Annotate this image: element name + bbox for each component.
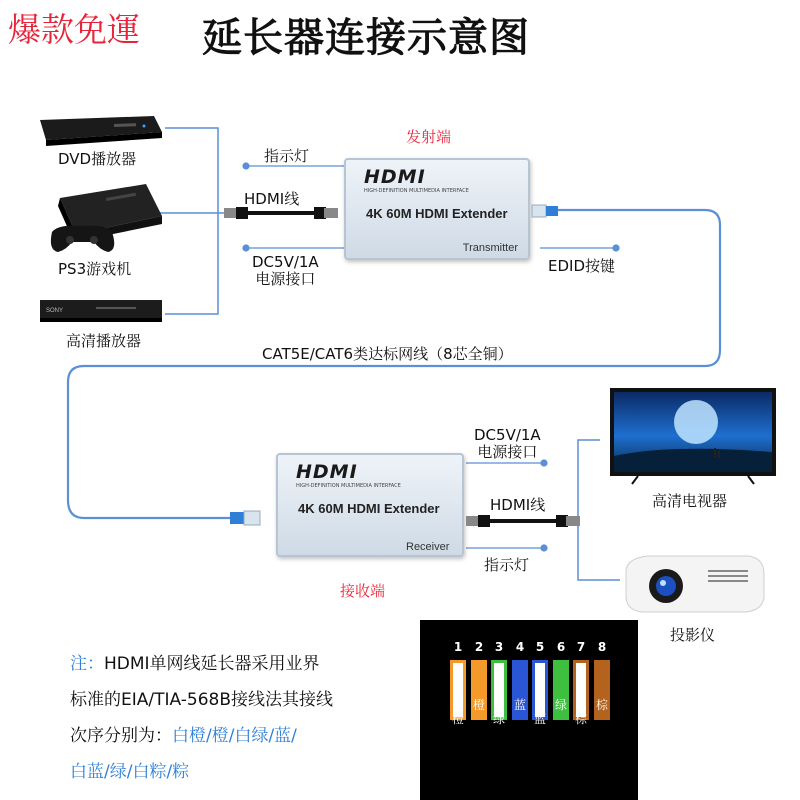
tx-hdmi-cable-label: HDMI线 <box>244 190 300 208</box>
pin-number: 6 <box>556 640 566 654</box>
rj45-connector-tx <box>530 202 560 220</box>
rx-hdmi-logo: HDMI <box>296 461 358 483</box>
rx-power-label: DC5V/1A 电源接口 <box>474 426 541 461</box>
hd-player-image <box>36 296 166 328</box>
rx-indicator-label: 指示灯 <box>484 556 530 574</box>
output-label-projector: 投影仪 <box>670 626 716 644</box>
receiver-device <box>276 453 464 557</box>
tx-indicator-label: 指示灯 <box>264 147 310 165</box>
pin-color-label: 绿 <box>554 698 567 712</box>
transmitter-section-label: 发射端 <box>406 128 452 146</box>
pin-color-label: 蓝 <box>513 698 526 712</box>
dvd-player-image <box>34 114 164 148</box>
promo-text: 爆款免運 <box>8 10 140 49</box>
wiring-note <box>70 646 410 790</box>
pin-number: 1 <box>453 640 463 654</box>
tv-image <box>608 386 778 486</box>
pin-number: 2 <box>474 640 484 654</box>
transmitter-device <box>344 158 530 260</box>
pin-color-label: 白 绿 <box>492 698 505 726</box>
hdmi-cable-rx <box>464 508 582 534</box>
pin-color-label: 白 蓝 <box>533 698 546 726</box>
source-label-dvd: DVD播放器 <box>58 150 137 168</box>
rx-hdmi-cable-label: HDMI线 <box>490 496 546 514</box>
ps3-console-image <box>46 180 166 256</box>
tx-power-label: DC5V/1A 电源接口 <box>252 253 319 288</box>
rx-role-label: Receiver <box>406 541 450 553</box>
note-line3-plain: 次序分别为： <box>70 726 172 746</box>
tx-role-label: Transmitter <box>462 242 518 254</box>
page-title: 延长器连接示意图 <box>202 15 530 61</box>
tx-model-name: 4K 60M HDMI Extender <box>366 206 508 221</box>
note-line2: 标准的EIA/TIA-568B接线法其接线 <box>70 690 334 710</box>
pin-color-label: 白 棕 <box>574 698 587 726</box>
note-line4-colored: 白蓝/绿/白粽/粽 <box>70 762 190 782</box>
pin-number: 5 <box>535 640 545 654</box>
receiver-section-label: 接收端 <box>340 582 386 600</box>
pin-number: 8 <box>597 640 607 654</box>
tx-hdmi-logo: HDMI <box>364 166 426 188</box>
projector-image <box>618 550 768 620</box>
pin-color-label: 橙 <box>472 698 485 712</box>
rx-model-name: 4K 60M HDMI Extender <box>298 501 440 516</box>
network-cable-label: CAT5E/CAT6类达标网线（8芯全铜） <box>262 345 513 363</box>
rj45-connector-rx <box>228 508 264 528</box>
tx-hdmi-logo-sub: HIGH-DEFINITION MULTIMEDIA INTERFACE <box>364 188 469 194</box>
pin-number: 4 <box>515 640 525 654</box>
pin-color-label: 棕 <box>595 698 608 712</box>
pin-number: 7 <box>576 640 586 654</box>
svg-text:SONY: SONY <box>46 308 64 314</box>
rx-hdmi-logo-sub: HIGH-DEFINITION MULTIMEDIA INTERFACE <box>296 483 401 489</box>
pin-number: 3 <box>494 640 504 654</box>
tx-edid-label: EDID按键 <box>548 257 616 275</box>
source-label-hd-player: 高清播放器 <box>66 332 142 350</box>
source-label-ps3: PS3游戏机 <box>58 260 132 278</box>
output-label-tv: 高清电视器 <box>652 492 728 510</box>
note-line1: HDMI单网线延长器采用业界 <box>104 654 320 674</box>
note-prefix: 注： <box>70 654 104 674</box>
note-line3-colored: 白橙/橙/白绿/蓝/ <box>172 726 297 746</box>
pin-color-label: 白 橙 <box>451 698 464 726</box>
